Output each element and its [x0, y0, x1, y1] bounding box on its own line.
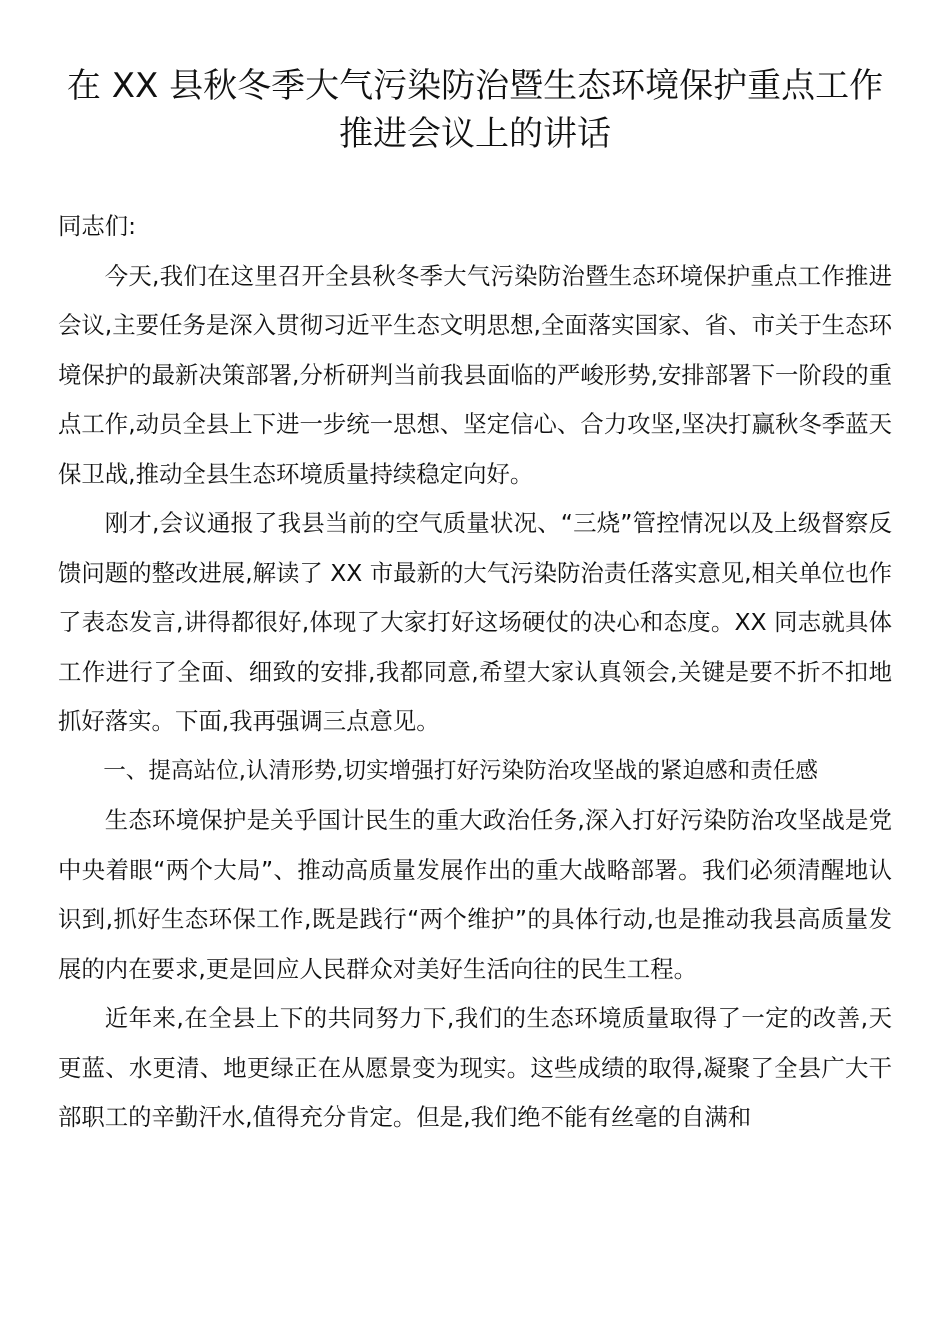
section-paragraph-1: 生态环境保护是关乎国计民生的重大政治任务,深入打好污染防治攻坚战是党中央着眼“两个大局”、推动高质量发展作出的重大战略部署。我们必须清醒地认识到,抓好生态环保工作,既是践行“两个维护”的具体行动,也是推动我县高质量发展的内在要求,更是回应人民群众对美好生活向往的民生工程。 [58, 806, 892, 983]
document-body [58, 202, 892, 1143]
salutation: 同志们: [58, 212, 137, 240]
paragraph-review: 刚才,会议通报了我县当前的空气质量状况、“三烧”管控情况以及上级督察反馈问题的整改进展,解读了 XX 市最新的大气污染防治责任落实意见,相关单位也作了表态发言,讲得都很好,体现了大家打好这场硬仗的决心和态度。XX 同志就具体工作进行了全面、细致的安排,我都同意,希望大家认真领会,关键是要不折不扣地抓好落实。下面,我再强调三点意见。 [58, 509, 892, 735]
title-line-1: 在 XX 县秋冬季大气污染防治暨生态环境保护重点工作 [66, 66, 884, 106]
title-line-2: 推进会议上的讲话 [339, 114, 611, 154]
section-heading-1: 一、提高站位,认清形势,切实增强打好污染防治攻坚战的紧迫感和责任感 [103, 757, 818, 784]
section-paragraph-2: 近年来,在全县上下的共同努力下,我们的生态环境质量取得了一定的改善,天更蓝、水更清、地更绿正在从愿景变为现实。这些成绩的取得,凝聚了全县广大干部职工的辛勤汗水,值得充分肯定。但是,我们绝不能有丝毫的自满和 [58, 1004, 892, 1131]
paragraph-opening: 今天,我们在这里召开全县秋冬季大气污染防治暨生态环境保护重点工作推进会议,主要任务是深入贯彻习近平生态文明思想,全面落实国家、省、市关于生态环境保护的最新决策部署,分析研判当前我县面临的严峻形势,安排部署下一阶段的重点工作,动员全县上下进一步统一思想、坚定信心、合力攻坚,坚决打赢秋冬季蓝天保卫战,推动全县生态环境质量持续稳定向好。 [58, 261, 892, 488]
document-title [58, 62, 892, 158]
document-page [58, 62, 892, 1143]
